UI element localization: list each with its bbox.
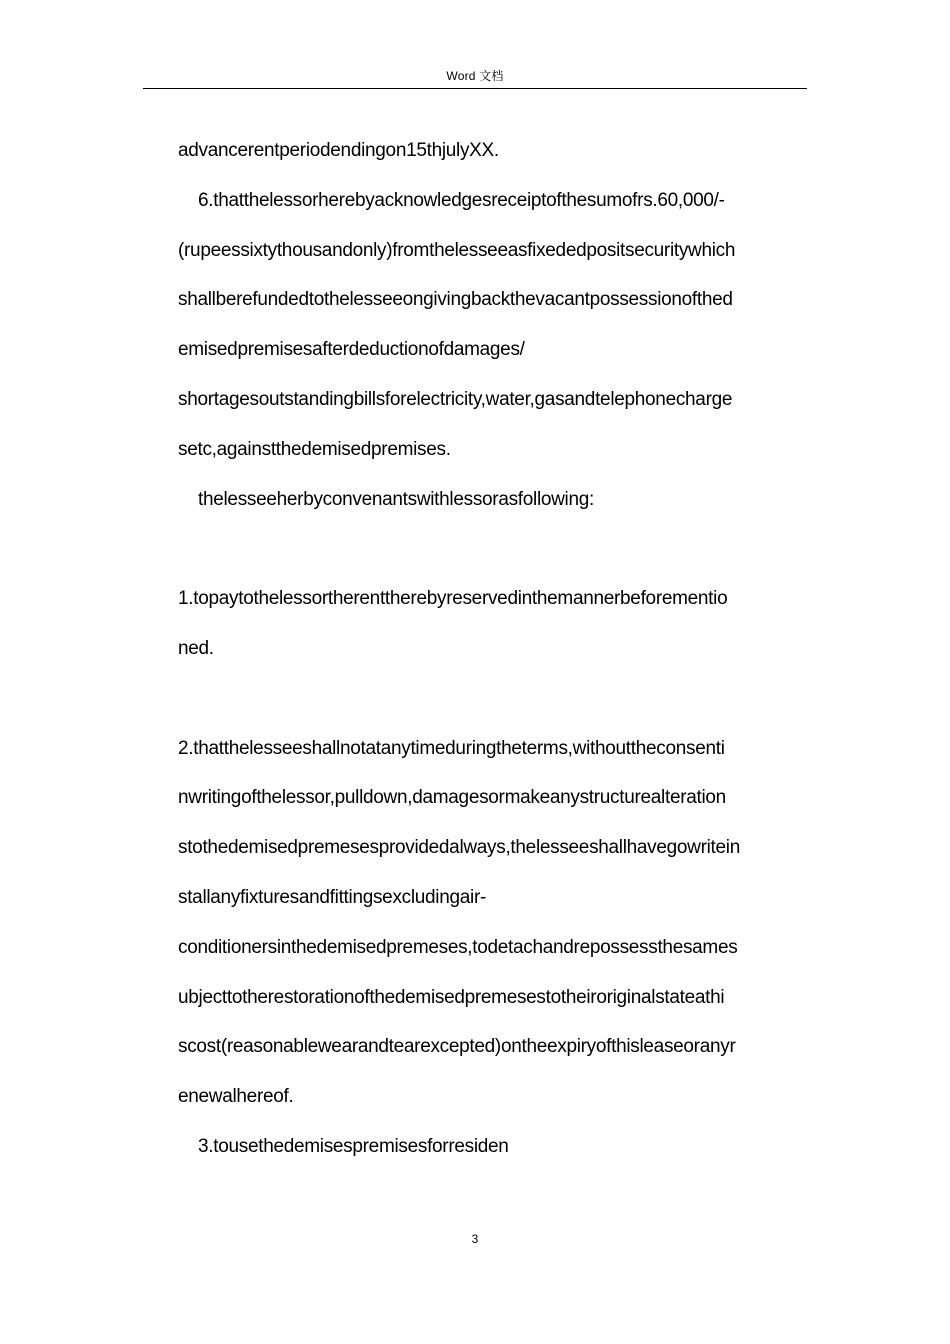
body-line: emisedpremisesafterdeductionofdamages/ [178,339,525,361]
body-line: ubjecttotherestorationofthedemisedpremesestotheiroriginalstateathi [178,986,725,1008]
body-line: stallanyfixturesandfittingsexcludingair- [178,886,486,908]
body-line: 6.thatthelessorherebyacknowledgesreceiptofthesumofrs.60,000/- [198,189,725,211]
body-line: 2.thatthelesseeshallnotatanytimeduringtheterms,withouttheconsenti [178,737,725,759]
body-line: conditionersinthedemisedpremeses,todetachandrepossessthesames [178,936,738,958]
page-number: 3 [471,1232,479,1246]
body-line: stothedemisedpremesesprovidedalways,thelesseeshallhavegowritein [178,837,740,859]
body-line: thelesseeherbyconvenantswithlessorasfollowing: [198,488,594,510]
blank-line [178,681,808,731]
blank-line [178,531,808,581]
body-line: 1.topaytothelessortherenttherebyreservedinthemannerbeforementio [178,588,728,610]
body-line: nwritingofthelessor,pulldown,damagesormakeanystructurealteration [178,787,726,809]
page-header [143,68,807,89]
body-line: setc,againstthedemisedpremises. [178,438,451,460]
document-body [178,133,808,1179]
body-line: 3.tousethedemisespremisesforresiden [198,1135,509,1157]
body-line: shortagesoutstandingbillsforelectricity,water,gasandtelephonecharge [178,388,733,410]
body-line: enewalhereof. [178,1086,294,1108]
body-line: advancerentperiodendingon15thjulyXX. [178,140,499,161]
header-title: Word 文档 [446,69,504,83]
body-line: shallberefundedtothelesseeongivingbackthevacantpossessionofthed [178,289,733,311]
body-line: (rupeessixtythousandonly)fromthelesseeasfixededpositsecuritywhich [178,239,736,261]
body-line: scost(reasonablewearandtearexcepted)ontheexpiryofthisleaseoranyr [178,1036,736,1058]
body-line: ned. [178,637,214,659]
